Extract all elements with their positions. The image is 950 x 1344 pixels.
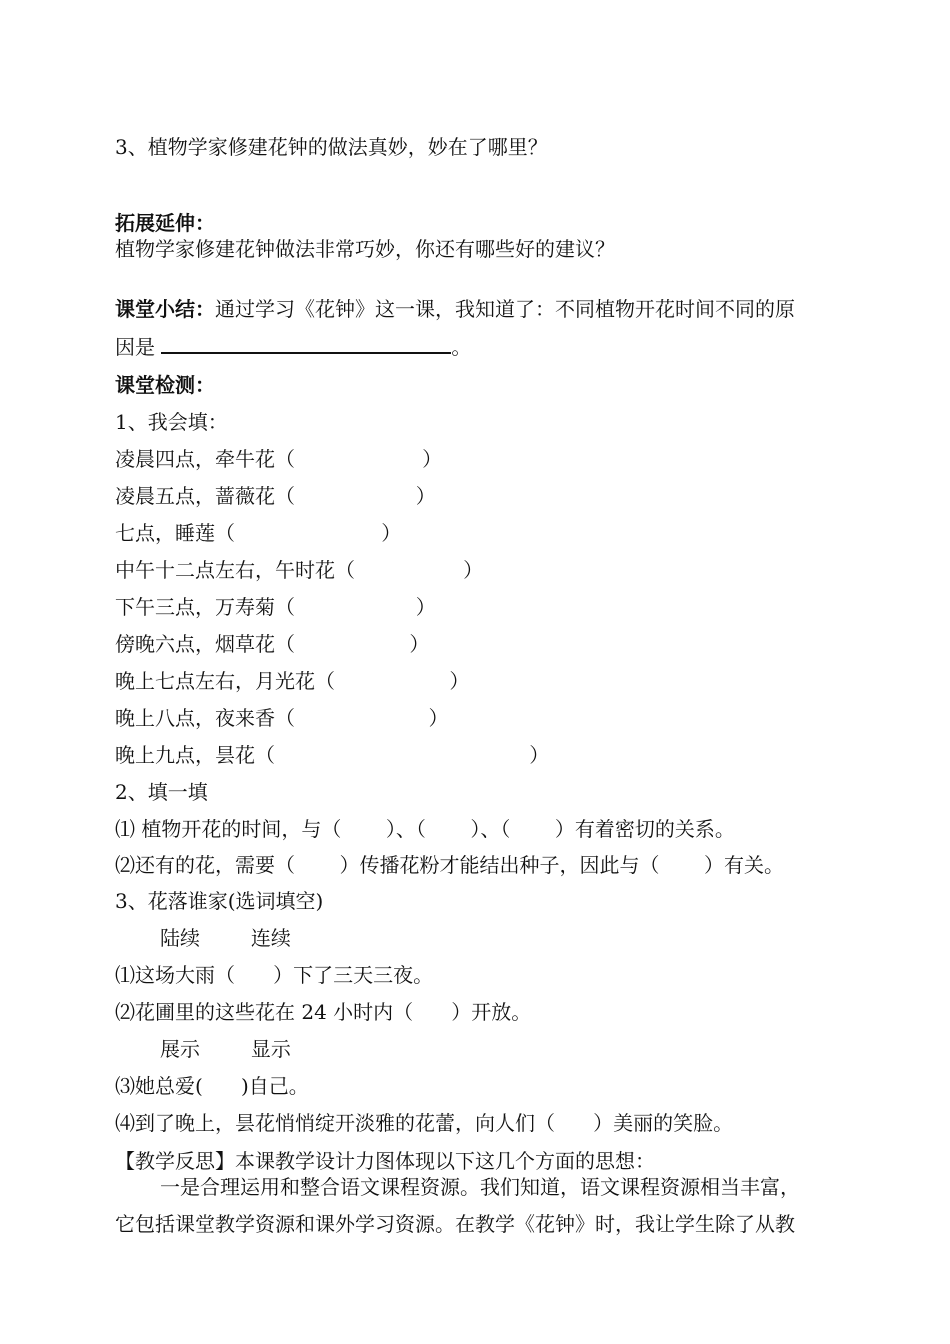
q1-title: 1、我会填：	[115, 410, 228, 434]
q3-word-choices-1: 陆续 连续	[160, 926, 291, 950]
q1-item: 晚上九点，昙花（ ）	[115, 743, 550, 767]
q3-item: ⑴这场大雨（ ）下了三天三夜。	[115, 963, 434, 987]
q1-item: 凌晨五点，蔷薇花（ ）	[115, 484, 436, 508]
q3-title: 3、花落谁家(选词填空)	[115, 889, 324, 913]
q3-item: ⑶她总爱( )自己。	[115, 1074, 309, 1098]
test-heading: 课堂检测：	[115, 373, 215, 397]
q1-item: 中午十二点左右，午时花（ ）	[115, 558, 484, 582]
q2-item: ⑴ 植物开花的时间，与（ ）、（ ）、（ ）有着密切的关系。	[115, 817, 735, 841]
q1-item: 晚上八点，夜来香（ ）	[115, 706, 449, 730]
q1-item: 七点，睡莲（ ）	[115, 521, 402, 545]
summary-heading: 课堂小结：	[115, 297, 215, 321]
reflection-line-2: 一是合理运用和整合语文课程资源。我们知道，语文课程资源相当丰富，	[160, 1175, 800, 1199]
extension-heading: 拓展延伸：	[115, 211, 215, 235]
question-3: 3、植物学家修建花钟的做法真妙，妙在了哪里？	[115, 135, 548, 159]
summary-line-2	[115, 334, 471, 360]
q2-item: ⑵还有的花，需要（ ）传播花粉才能结出种子，因此与（ ）有关。	[115, 853, 785, 877]
q1-item: 傍晚六点，烟草花（ ）	[115, 632, 430, 656]
q3-word-choices-2: 展示 显示	[160, 1037, 291, 1061]
q1-item: 晚上七点左右，月光花（ ）	[115, 669, 470, 693]
q1-item: 下午三点，万寿菊（ ）	[115, 595, 436, 619]
summary-blank	[161, 334, 451, 354]
summary-text: 通过学习《花钟》这一课，我知道了：不同植物开花时间不同的原	[215, 297, 795, 321]
q2-title: 2、填一填	[115, 780, 208, 804]
q1-item: 凌晨四点，牵牛花（ ）	[115, 447, 443, 471]
reflection-line-1: 【教学反思】本课教学设计力图体现以下这几个方面的思想：	[115, 1149, 655, 1173]
q3-item: ⑷到了晚上，昙花悄悄绽开淡雅的花蕾，向人们（ ）美丽的笑脸。	[115, 1111, 734, 1135]
reflection-line-3: 它包括课堂教学资源和课外学习资源。在教学《花钟》时，我让学生除了从教	[115, 1212, 795, 1236]
q3-item: ⑵花圃里的这些花在 24 小时内（ ）开放。	[115, 1000, 532, 1024]
extension-text: 植物学家修建花钟做法非常巧妙，你还有哪些好的建议？	[115, 237, 615, 261]
summary-line-1	[115, 296, 795, 322]
summary-line2-start: 因是	[115, 335, 155, 359]
summary-line2-end: 。	[451, 335, 472, 359]
